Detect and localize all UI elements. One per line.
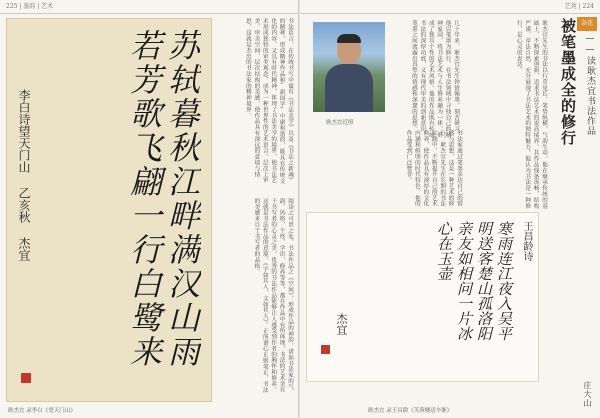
right-header-rule <box>300 13 600 14</box>
section-tag-badge: 杂花 <box>577 17 597 31</box>
calligraphy-2-title: 王昌龄诗 <box>521 221 532 261</box>
calligraphy-2-signature: 杰宜 <box>335 313 348 335</box>
seal-stamp-right <box>321 345 330 354</box>
article-title: 被笔墨成全的修行 <box>559 18 577 146</box>
calligraphy-scroll-left <box>6 18 212 402</box>
left-header-rule <box>0 13 298 14</box>
calligraphy-scroll-inner <box>15 29 203 391</box>
article-author: 庄大山 <box>583 381 592 408</box>
calligraphy-scroll-right <box>306 212 539 382</box>
seal-stamp-left <box>21 373 31 383</box>
left-caption: 耿杰宜 录李白《望天门山》 <box>8 408 76 414</box>
photo-caption: 耿杰宜近照 <box>326 120 354 126</box>
calligraphy-main-text: 苏轼暮秋江畔满汉山雨若芳歌飞翩一行白鹭来 <box>125 29 201 369</box>
calligraphy-signature: 李白诗望天门山 乙亥秋 杰宜 <box>17 89 31 261</box>
left-page <box>0 0 299 418</box>
left-page-header: 225 | 墨韵 | 艺术 <box>6 3 54 10</box>
left-body-column-2: 阅读之可贵之处，书法作品之《空间》，形成作品的神韵。诸如书法家的气韵、风格、个性、学识、修养等等，都在作品中有所体现，书法的艺术美在于书写者的心灵之美。优秀的书法作品能够让人感受到作者的胸怀和修养。这就是书法作品的意境。《字如其人，文如其人》，正所谓心正则笔正，书法的美感来自于书写者的品格。 <box>253 198 293 393</box>
left-body-column: 书法语言，在传统书写中寓有《书法美学》以及《书法之新魂》的精神，形成精神作品和“新国学”中庸和谐的，既具有传统文化的内容，又具有时代精神，体现了书法美学的境界，使书法艺术形成独特的审美观念，成为一种世界性的艺术语言。层次上审美、审美空间、层次结构的美感，使作品具有深远的意境与情思，这就是杰出的书法家的精神境界。 <box>244 18 293 184</box>
right-body-column-2: 耿杰宜先生的书法以行草见长，笔势纵横，气韵生动。他在继承传统的基础上，不断探索创新，追求书法艺术的更高境界。其作品线条流畅，结构严谨，章法自然，充分展现了书法艺术的独特魅力。他认为书法是一种修行，是心灵的表达。 <box>515 20 547 209</box>
author-portrait-photo <box>313 22 385 112</box>
portrait-body <box>325 64 373 112</box>
right-page-header: 艺苑 | 224 <box>564 3 594 10</box>
right-body-column: 几十年来，耿杰宜先生钟情翰墨，刻苦研习，他以笔墨为修行，在书法领域中寻找自己的精神家园，将书法艺术与人生修养融为一体，形成了独具个性的艺术风格。他的作品既有传统书法的深厚功底，又有现代审美的创新意识，笔墨之间流露出真挚的情感和深邃的思想。 <box>410 20 459 138</box>
right-body-column-3: 书法家通过笔墨表达自己的情感与思想，这是一种艺术的修行。耿杰宜先生在长期的书法实践中，不断提升自己的艺术修养，使作品具有深厚的文化内涵和鲜明的时代特色。他的作品受到广泛赞誉。 <box>405 130 462 207</box>
right-page <box>300 0 600 418</box>
right-caption: 耿杰宜 录王昌龄《芙蓉楼送辛渐》 <box>368 408 453 414</box>
title-column <box>553 16 599 416</box>
portrait-hair <box>337 34 361 43</box>
article-subtitle: ——读耿杰宜书法作品 <box>585 34 595 136</box>
calligraphy-2-main-text: 寒雨连江夜入吴平明送客楚山孤洛阳亲友如相问一片冰心在玉壶 <box>435 221 513 341</box>
